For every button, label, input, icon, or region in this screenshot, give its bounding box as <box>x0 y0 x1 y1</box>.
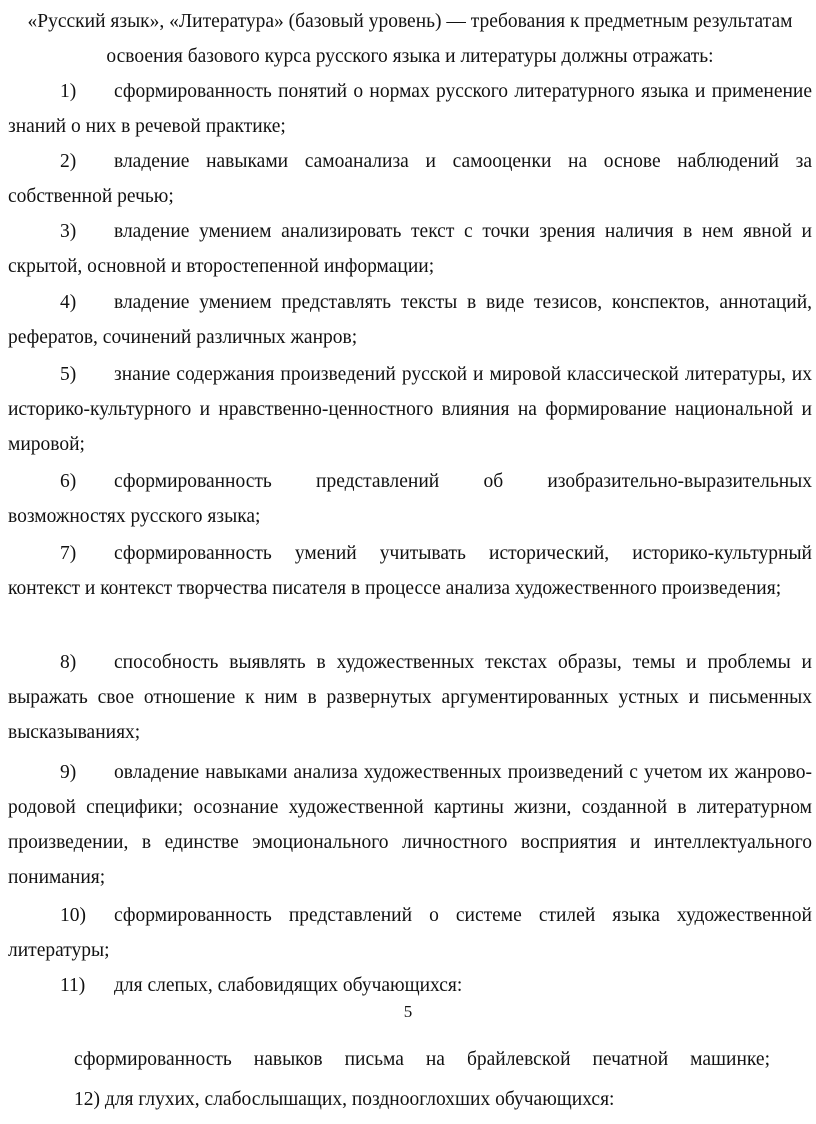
list-item-number: 2) <box>60 151 77 172</box>
list-item-text: овладение навыками анализа художественных произведений с учетом их жанрово-родовой специфики; осознание художественной картины жизни, созданной в литературном произведении, в единстве эмоционального личностного восприятия и интеллектуального понимания; <box>8 762 812 888</box>
continuation-text: сформированность навыков письма на брайлевской печатной машинке; <box>74 1049 770 1070</box>
list-item-number: 11) <box>60 975 86 996</box>
list-item-11 <box>8 968 812 1003</box>
list-item-number: 7) <box>60 543 77 564</box>
list-item-number: 1) <box>60 81 77 102</box>
intro-paragraph: «Русский язык», «Литература» (базовый уровень) — требования к предметным результатам освоения базового курса русского языка и литературы должны отражать: <box>27 11 793 67</box>
list-item-1 <box>8 74 812 144</box>
list-item-text: сформированность представлений об изобразительно-выразительных возможностях русского языка; <box>8 471 812 527</box>
list-item-text: владение навыками самоанализа и самооценки на основе наблюдений за собственной речью; <box>8 151 812 207</box>
list-item-text: для слепых, слабовидящих обучающихся: <box>114 975 463 996</box>
list-item-5 <box>8 357 812 462</box>
list-item-text: владение умением анализировать текст с точки зрения наличия в нем явной и скрытой, основной и второстепенной информации; <box>8 221 812 277</box>
list-item-9 <box>8 755 812 895</box>
list-item-7 <box>8 536 812 606</box>
list-item-text: сформированность понятий о нормах русского литературного языка и применение знаний о них в речевой практике; <box>8 81 812 137</box>
list-item-number: 6) <box>60 471 77 492</box>
list-item-text: владение умением представлять тексты в виде тезисов, конспектов, аннотаций, рефератов, сочинений различных жанров; <box>8 292 812 348</box>
continuation-text: 12) для глухих, слабослышащих, позднооглохших обучающихся: <box>74 1089 615 1110</box>
list-item-text: знание содержания произведений русской и мировой классической литературы, их историко-культурного и нравственно-ценностного влияния на формирование национальной и мировой; <box>8 364 812 455</box>
list-item-6 <box>8 464 812 534</box>
list-item-text: сформированность умений учитывать исторический, историко-культурный контекст и контекст творчества писателя в процессе анализа художественного произведения; <box>8 543 812 599</box>
list-item-4 <box>8 285 812 355</box>
list-item-number: 9) <box>60 762 77 783</box>
list-item-text: сформированность представлений о системе стилей языка художественной литературы; <box>8 905 812 961</box>
list-item-text: способность выявлять в художественных текстах образы, темы и проблемы и выражать свое отношение к ним в развернутых аргументированных устных и письменных высказываниях; <box>8 652 812 743</box>
list-item-3 <box>8 214 812 284</box>
list-item-number: 3) <box>60 221 77 242</box>
list-item-number: 8) <box>60 652 77 673</box>
list-item-number: 10) <box>60 905 86 926</box>
list-item-2 <box>8 144 812 214</box>
page-number: 5 <box>403 1002 413 1021</box>
list-item-number: 4) <box>60 292 77 313</box>
list-item-number: 5) <box>60 364 77 385</box>
list-item-8 <box>8 645 812 750</box>
list-item-10 <box>8 898 812 968</box>
